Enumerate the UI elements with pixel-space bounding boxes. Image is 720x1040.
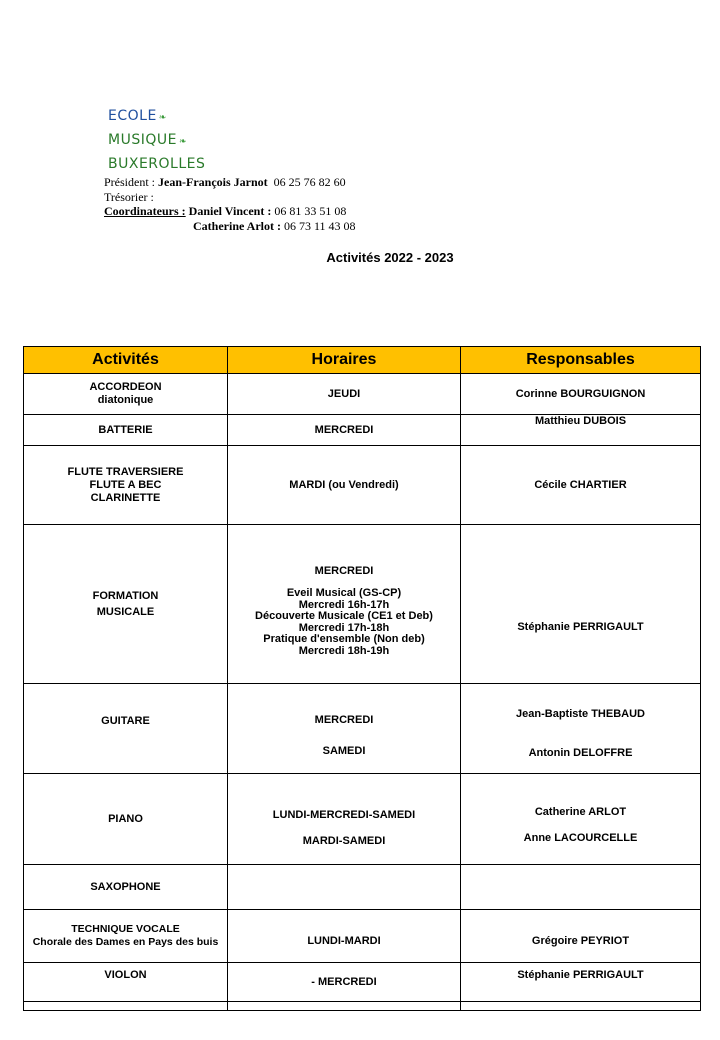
coordinator2-name: Catherine Arlot : (193, 218, 281, 233)
table-row (24, 684, 701, 774)
activity-cell: ACCORDEON diatonique (24, 374, 228, 415)
table-header-row (24, 347, 701, 374)
schedule-cell: LUNDI-MERCREDI-SAMEDI MARDI-SAMEDI (228, 774, 461, 865)
responsible-cell: Matthieu DUBOIS (461, 415, 701, 446)
coordinator-line-2 (104, 219, 356, 234)
schedule-cell (228, 865, 461, 910)
responsible-cell: Cécile CHARTIER (461, 446, 701, 525)
leaf-icon: ❧ (158, 113, 167, 123)
schedule-cell: MERCREDI (228, 415, 461, 446)
schedule-cell: MERCREDI Eveil Musical (GS-CP) Mercredi 16h-17h Découverte Musicale (CE1 et Deb) Mercredi 17h-18h Pratique d'ensemble (Non deb) Mercredi 18h-19h (228, 525, 461, 684)
activities-table (23, 346, 701, 1011)
coordinator1-name: Daniel Vincent : (188, 204, 272, 218)
responsible-cell: Catherine ARLOT Anne LACOURCELLE (461, 774, 701, 865)
table-row (24, 446, 701, 525)
president-line: Président : Jean-François Jarnot 06 25 76 82 60 (104, 175, 346, 189)
association-contacts (104, 175, 356, 233)
table-row (24, 1002, 701, 1011)
activity-cell: PIANO (24, 774, 228, 865)
table-row (24, 774, 701, 865)
empty-cell (461, 1002, 701, 1011)
table-row (24, 374, 701, 415)
responsible-cell: Stéphanie PERRIGAULT (461, 963, 701, 1002)
logo-line-buxerolles: BUXEROLLES (108, 156, 206, 172)
responsible-cell: Stéphanie PERRIGAULT (461, 525, 701, 684)
table-row (24, 525, 701, 684)
activity-cell: TECHNIQUE VOCALE Chorale des Dames en Pays des buis (24, 910, 228, 963)
schedule-cell: JEUDI (228, 374, 461, 415)
page-title: Activités 2022 - 2023 (326, 250, 454, 265)
president-name: Jean-François Jarnot (158, 175, 268, 189)
header-activites: Activités (24, 347, 228, 374)
coordinator1-phone: 06 81 33 51 08 (274, 204, 347, 218)
table-row (24, 910, 701, 963)
table-row (24, 415, 701, 446)
schedule-cell: MERCREDI SAMEDI (228, 684, 461, 774)
empty-cell (228, 1002, 461, 1011)
header-horaires: Horaires (228, 347, 461, 374)
coordinator2-phone: 06 73 11 43 08 (283, 218, 356, 233)
school-logo (108, 104, 205, 176)
responsible-cell (461, 865, 701, 910)
activity-cell: FORMATION MUSICALE (24, 525, 228, 684)
activity-cell: BATTERIE (24, 415, 228, 446)
table-row (24, 865, 701, 910)
schedule-cell: - MERCREDI (228, 963, 461, 1002)
activity-cell: SAXOPHONE (24, 865, 228, 910)
responsible-cell: Grégoire PEYRIOT (461, 910, 701, 963)
empty-cell (24, 1002, 228, 1011)
logo-line-musique: MUSIQUE ❧ (108, 132, 188, 148)
coordinator-line-1 (104, 204, 356, 219)
schedule-cell: MARDI (ou Vendredi) (228, 446, 461, 525)
activity-cell: FLUTE TRAVERSIERE FLUTE A BEC CLARINETTE (24, 446, 228, 525)
president-phone: 06 25 76 82 60 (273, 175, 346, 189)
schedule-cell: LUNDI-MARDI (228, 910, 461, 963)
header-responsables: Responsables (461, 347, 701, 374)
coordinateurs-label: Coordinateurs : (104, 204, 186, 218)
tresorier-line: Trésorier : (104, 189, 154, 204)
leaf-icon: ❧ (178, 137, 188, 147)
responsible-cell: Corinne BOURGUIGNON (461, 374, 701, 415)
logo-line-ecole: ECOLE ❧ (108, 108, 167, 124)
activity-cell: VIOLON (24, 963, 228, 1002)
activity-cell: GUITARE (24, 684, 228, 774)
table-row (24, 963, 701, 1002)
responsible-cell: Jean-Baptiste THEBAUD Antonin DELOFFRE (461, 684, 701, 774)
